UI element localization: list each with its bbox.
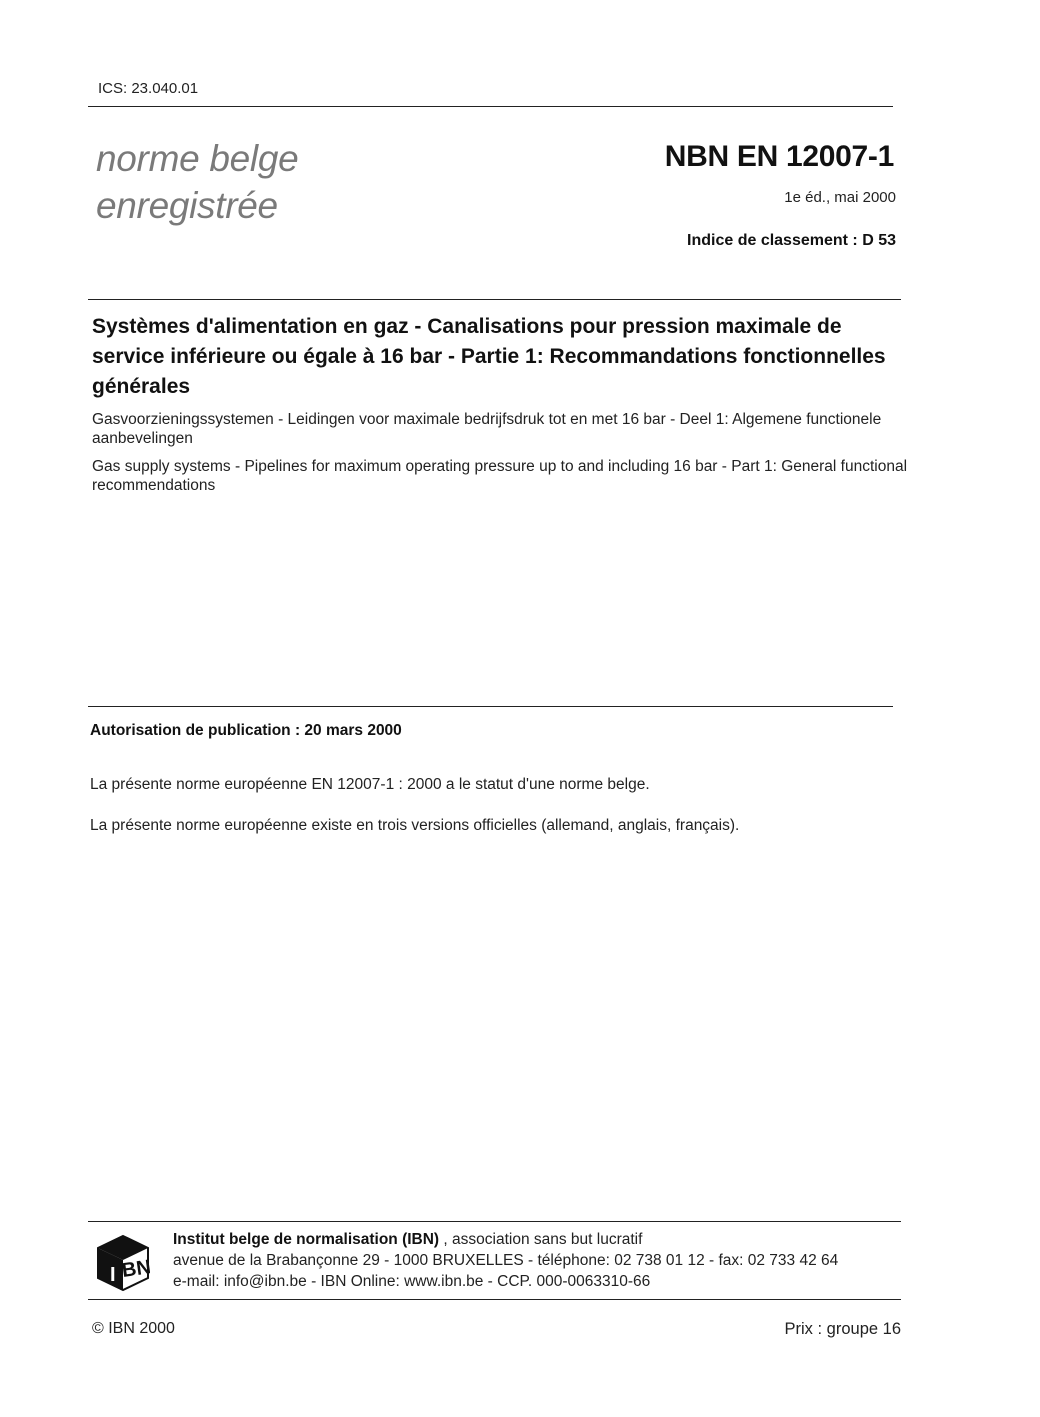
status-paragraph: La présente norme européenne EN 12007-1 : 2000 a le statut d'une norme belge. [90,776,650,793]
ics-code: ICS: 23.040.01 [98,80,199,97]
institute-name: Institut belge de normalisation (IBN) [173,1231,440,1248]
institute-address: avenue de la Brabançonne 29 - 1000 BRUXELLES - téléphone: 02 738 01 12 - fax: 02 733 42 64 [173,1252,839,1269]
institute-line [173,1229,642,1250]
standard-number: NBN EN 12007-1 [664,140,894,173]
top-divider [88,106,893,107]
ibn-logo [96,1234,150,1292]
footer-top-divider [88,1221,901,1222]
publication-authorisation: Autorisation de publication : 20 mars 2000 [90,722,402,739]
title-english: Gas supply systems - Pipelines for maximum operating pressure up to and including 16 bar - Part 1: General functional recommendations [92,458,908,494]
brand-line-2: enregistrée [96,185,278,226]
title-dutch: Gasvoorzieningssystemen - Leidingen voor maximale bedrijfsdruk tot en met 16 bar - Deel 1: Algemene functionele aanbevelingen [92,411,882,447]
footer-bottom-divider [88,1299,901,1300]
title-french: Systèmes d'alimentation en gaz - Canalisations pour pression maximale de service inférieure ou égale à 16 bar - Partie 1: Recommandations fonctionnelles générales [92,315,886,398]
copyright: © IBN 2000 [92,1320,175,1337]
brand-line-1: norme belge [96,138,299,179]
price-group: Prix : groupe 16 [784,1320,901,1338]
title-divider [88,299,901,300]
versions-paragraph: La présente norme européenne existe en trois versions officielles (allemand, anglais, français). [90,817,740,834]
institute-suffix: , association sans but lucratif [439,1231,643,1248]
classification-index: Indice de classement : D 53 [687,232,896,249]
institute-contact: e-mail: info@ibn.be - IBN Online: www.ibn.be - CCP. 000-0063310-66 [173,1273,651,1290]
body-divider [88,706,893,707]
svg-text:BN: BN [120,1256,150,1283]
svg-text:I: I [110,1264,116,1286]
edition-info: 1e éd., mai 2000 [784,189,896,206]
